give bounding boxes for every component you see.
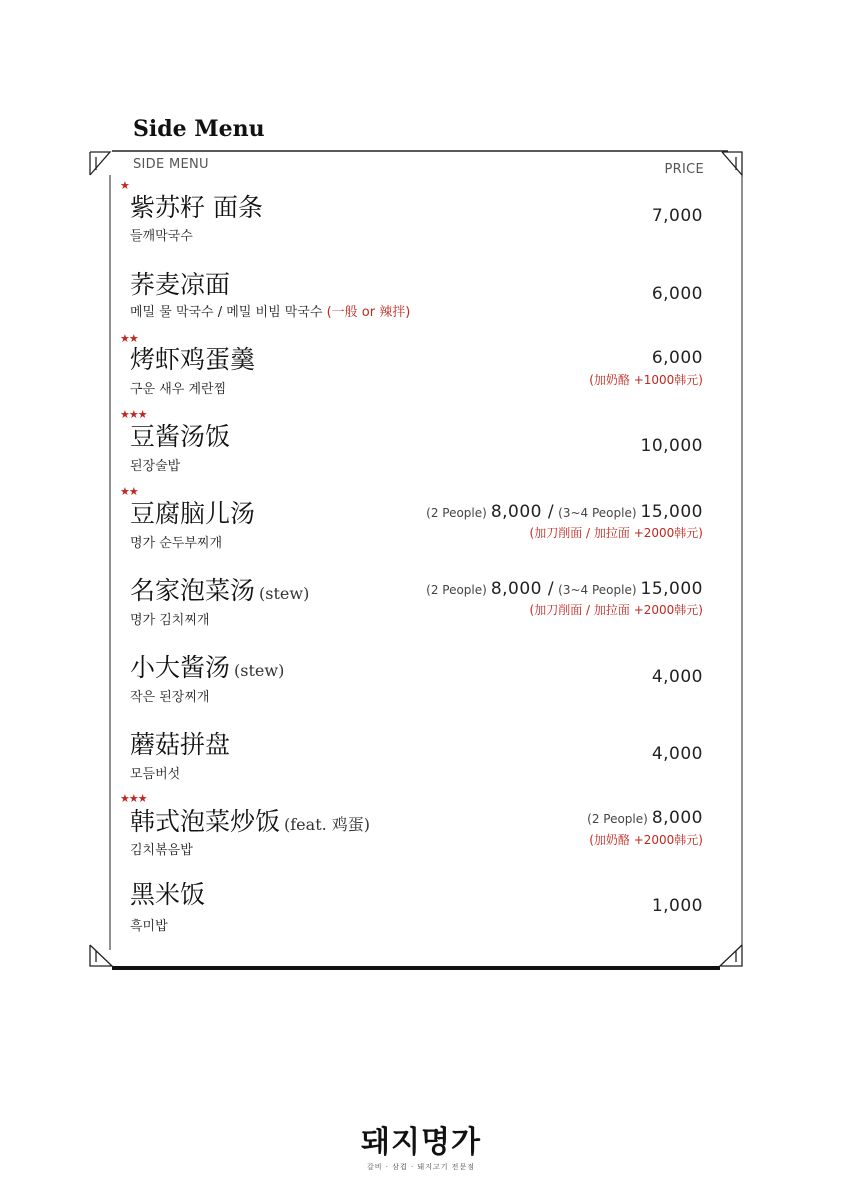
menu-item [0,870,842,940]
item-name: 烤虾鸡蛋羹 [130,345,256,374]
item-price [422,581,703,598]
item-price [583,810,703,827]
menu-item [0,717,842,787]
page-title: Side Menu [133,116,265,142]
item-korean-name: 들깨막국수 [130,229,193,244]
menu-item [0,258,842,328]
price-serving-label: (3~4 People) [558,583,637,597]
menu-item [0,640,842,710]
price-serving-label: (2 People) [426,506,487,520]
item-name: 豆腐脑儿汤 [130,499,256,528]
brand-logo-tagline: 갈비 · 삼겹 · 돼지고기 전문점 [367,1163,475,1171]
item-price: 7,000 [651,206,703,226]
item-price: 10,000 [640,436,703,456]
item-name [130,578,309,603]
item-korean-name: 명가 김치찌개 [130,613,210,628]
item-name-text: 名家泡菜汤 [130,576,256,605]
price-separator: / [547,502,555,522]
item-price-note: (加奶酪 +2000韩元) [589,833,703,847]
price-serving-label: (3~4 People) [558,506,637,520]
item-price-note: (加刀削面 / 加拉面 +2000韩元) [529,603,703,617]
brand-logo [0,1125,842,1172]
item-korean-name: 모듬버섯 [130,767,181,782]
price-serving-label: (2 People) [426,583,487,597]
rating-stars: ★★ [120,332,138,345]
menu-item [0,486,842,556]
rating-stars: ★★★ [120,408,147,421]
item-korean-name: 구운 새우 계란찜 [130,382,227,397]
item-korean-name: 흑미밥 [130,919,168,934]
item-name-suffix: (stew) [259,584,310,603]
price-value: 8,000 [490,502,542,522]
item-name: 紫苏籽 面条 [130,193,263,222]
item-price-note: (加刀削面 / 加拉面 +2000韩元) [529,526,703,540]
item-name-text: 韩式泡菜炒饭 [130,807,281,836]
menu-item [0,409,842,479]
item-price [422,504,703,521]
menu-item [0,793,842,863]
rating-stars: ★★ [120,485,138,498]
item-name [130,655,284,680]
rating-stars: ★★★ [120,792,147,805]
item-price: 6,000 [651,284,703,304]
item-name: 蘑菇拼盘 [130,730,231,759]
item-name-suffix: (stew) [234,661,285,680]
item-name: 荞麦凉面 [130,270,231,299]
item-option-note: (一般 or 辣拌) [326,305,411,320]
item-price: 4,000 [651,667,703,687]
item-price: 6,000 [651,348,703,368]
rating-stars: ★ [120,179,129,192]
column-header-price: PRICE [664,162,704,177]
item-korean-name: 작은 된장찌개 [130,690,210,705]
item-name-text: 小大酱汤 [130,653,231,682]
price-serving-label: (2 People) [587,812,648,826]
item-name: 豆酱汤饭 [130,422,231,451]
item-korean-name: 된장술밥 [130,459,181,474]
item-name [130,809,370,834]
price-value: 8,000 [651,808,703,828]
item-korean-name: 김치볶음밥 [130,843,193,858]
brand-logo-text: 돼지명가 [361,1125,481,1160]
item-korean-text: 메밀 물 막국수 / 메밀 비빔 막국수 [130,305,327,320]
item-korean-name [130,306,410,319]
menu-item [0,563,842,633]
item-name-suffix: (feat. 鸡蛋) [284,815,371,834]
item-price: 4,000 [651,744,703,764]
menu-item [0,333,842,403]
item-price: 1,000 [651,896,703,916]
item-name: 黑米饭 [130,880,206,909]
price-separator: / [547,579,555,599]
price-value: 8,000 [490,579,542,599]
price-value: 15,000 [640,579,703,599]
column-header-menu: SIDE MENU [133,157,209,172]
item-price-note: (加奶酪 +1000韩元) [589,373,703,387]
price-value: 15,000 [640,502,703,522]
item-korean-name: 명가 순두부찌개 [130,536,223,551]
menu-item [0,180,842,250]
